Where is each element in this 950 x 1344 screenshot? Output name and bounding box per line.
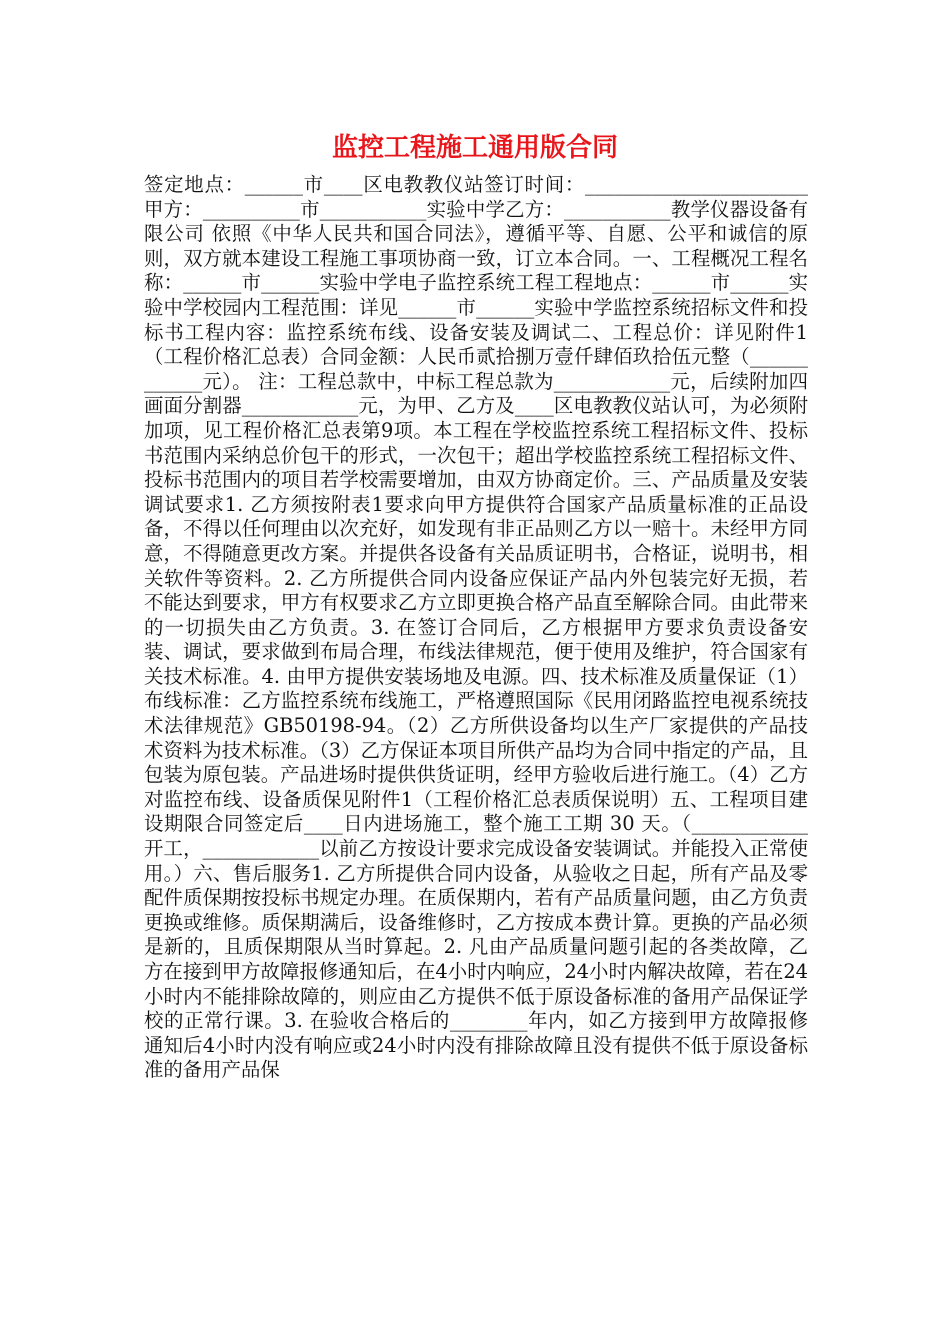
contract-body-text: 签定地点：______市____区电教教仪站签订时间：_______________________甲方：__________市___________实验中学乙方：___________教学仪器设备有限公司 依照《中华人民共和国合同法》，遵循平等、自愿、公平和诚信的原则，双方就本建设工程施工事项协商一致，订立本合同。一、工程概况工程名称：______市______实验中学电子监控系统工程工程地点：______市______实验中学校园内工程范围：详见______市______实验中学监控系统招标文件和投标书工程内容：监控系统布线、设备安装及调试二、工程总价：详见附件1（工程价格汇总表）合同金额：人民币贰拾捌万壹仟肆佰玖拾伍元整（____________元）。 注：工程总款中，中标工程总款为____________元，后续附加四画面分割器____________元，为甲、乙方及____区电教教仪站认可，为必须附加项，见工程价格汇总表第9项。本工程在学校监控系统工程招标文件、投标书范围内采纳总价包干的形式，一次包干；超出学校监控系统工程招标文件、投标书范围内的项目若学校需要增加，由双方协商定价。三、产品质量及安装调试要求1. 乙方须按附表1要求向甲方提供符合国家产品质量标准的正品设备，不得以任何理由以次充好，如发现有非正品则乙方以一赔十。未经甲方同意，不得随意更改方案。并提供各设备有关品质证明书，合格证，说明书，相关软件等资料。2. 乙方所提供合同内设备应保证产品内外包装完好无损，若不能达到要求，甲方有权要求乙方立即更换合格产品直至解除合同。由此带来的一切损失由乙方负责。3. 在签订合同后，乙方根据甲方要求负责设备安装、调试，要求做到布局合理，布线法律规范，便于使用及维护，符合国家有关技术标准。4. 由甲方提供安装场地及电源。四、技术标准及质量保证（1）布线标准：乙方监控系统布线施工，严格遵照国际《民用闭路监控电视系统技术法律规范》GB50198-94。（2）乙方所供设备均以生产厂家提供的产品技术资料为技术标准。（3）乙方保证本项目所供产品均为合同中指定的产品，且包装为原包装。产品进场时提供供货证明，经甲方验收后进行施工。（4）乙方对监控布线、设备质保见附件1（工程价格汇总表质保说明）五、工程项目建设期限合同签定后____日内进场施工，整个施工工期 30 天。（____________开工，____________以前乙方按设计要求完成设备安装调试。并能投入正常使用。）六、售后服务1. 乙方所提供合同内设备，从验收之日起，所有产品及零配件质保期按投标书规定办理。在质保期内，若有产品质量问题，由乙方负责更换或维修。质保期满后，设备维修时，乙方按成本费计算。更换的产品必须是新的，且质保期限从当时算起。2. 凡由产品质量问题引起的各类故障，乙方在接到甲方故障报修通知后，在4小时内响应，24小时内解决故障，若在24小时内不能排除故障的，则应由乙方提供不低于原设备标准的备用产品保证学校的正常行课。3. 在验收合格后的________年内，如乙方接到甲方故障报修通知后4小时内没有响应或24小时内没有排除故障且没有提供不低于原设备标准的备用产品保 xyxy=(144,173,808,1082)
document-title: 监控工程施工通用版合同 xyxy=(331,133,618,163)
